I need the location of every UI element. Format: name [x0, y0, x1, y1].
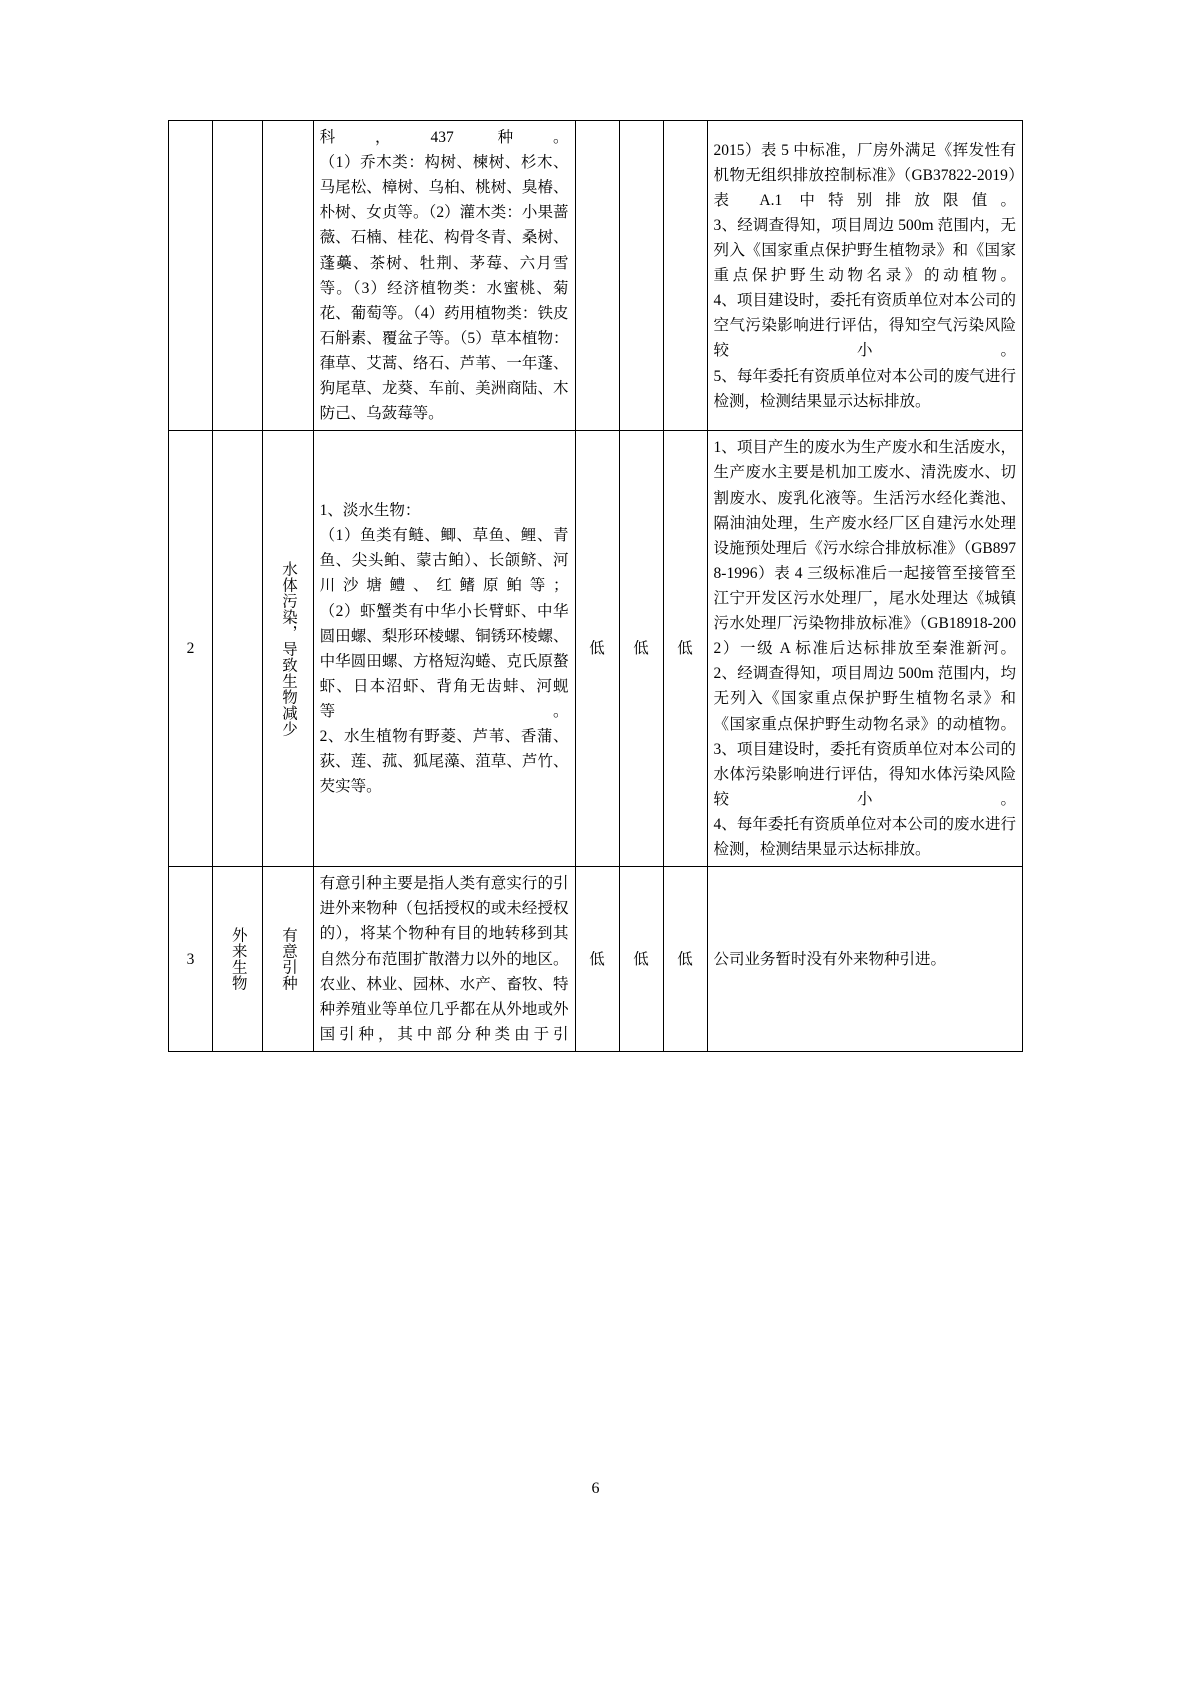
row-number-cell: 3 — [169, 867, 213, 1052]
row-category-cell — [213, 867, 263, 1052]
row-measures-cell — [707, 121, 1022, 431]
table-row — [169, 867, 1023, 1052]
row-category-cell — [213, 121, 263, 431]
description-paragraph: （2）虾蟹类有中华小长臂虾、中华圆田螺、梨形环棱螺、铜锈环棱螺、中华圆田螺、方格短沟蜷、克氏原螯虾、日本沼虾、背角无齿蚌、河蚬等。 — [319, 602, 569, 720]
measure-paragraph: 2015）表 5 中标准，厂房外满足《挥发性有机物无组织排放控制标准》（GB37822-2019）表 A.1 中特别排放限值。 — [713, 141, 1016, 209]
measure-paragraph: 5、每年委托有资质单位对本公司的废气进行检测，检测结果显示达标排放。 — [713, 367, 1016, 410]
row-number-cell: 2 — [169, 431, 213, 867]
measure-paragraph: 2、经调查得知，项目周边 500m 范围内，均无列入《国家重点保护野生植物名录》和《国家重点保护野生动物名录》的动植物。 — [713, 665, 1016, 733]
subcategory-label: 有意引种 — [280, 927, 298, 992]
risk-level-possibility-cell: 低 — [575, 431, 619, 867]
risk-level-overall-cell: 低 — [663, 867, 707, 1052]
row-subcategory-cell — [263, 431, 313, 867]
risk-level-possibility-cell — [575, 121, 619, 431]
row-description-cell — [313, 867, 575, 1052]
row-description-cell — [313, 121, 575, 431]
measure-paragraph: 1、项目产生的废水为生产废水和生活废水，生产废水主要是机加工废水、清洗废水、切割废水、废乳化液等。生活污水经化粪池、隔油油处理，生产废水经厂区自建污水处理设施预处理后《污水综合排放标准》（GB8978-1996）表 4 三级标准后一起接管至接管至江宁开发区污水处理厂，尾水处理达《城镇污水处理厂污染物排放标准》（GB18918-2002）一级 A 标准后达标排放至秦淮新河。 — [713, 439, 1016, 658]
measure-paragraph: 公司业务暂时没有外来物种引进。 — [713, 950, 947, 968]
risk-level-overall-cell — [663, 121, 707, 431]
row-measures-cell — [707, 431, 1022, 867]
row-subcategory-cell — [263, 121, 313, 431]
description-paragraph: 科，437 种。 — [319, 129, 569, 146]
risk-level-overall-cell: 低 — [663, 431, 707, 867]
description-paragraph: 1、淡水生物： — [319, 502, 421, 520]
measure-paragraph: 3、经调查得知，项目周边 500m 范围内，无列入《国家重点保护野生植物录》和《国家重点保护野生动物名录》的动植物。 — [713, 216, 1016, 285]
row-subcategory-cell — [263, 867, 313, 1052]
measure-paragraph: 3、项目建设时，委托有资质单位对本公司的水体污染影响进行评估，得知水体污染风险较小。 — [713, 740, 1016, 808]
measure-paragraph: 4、每年委托有资质单位对本公司的废水进行检测，检测结果显示达标排放。 — [713, 815, 1016, 859]
row-description-cell — [313, 431, 575, 867]
risk-assessment-table-wrapper — [168, 120, 1023, 1052]
risk-level-possibility-cell: 低 — [575, 867, 619, 1052]
description-paragraph: 有意引种主要是指人类有意实行的引进外来物种（包括授权的或未经授权的），将某个物种有目的地转移到其自然分布范围扩散潜力以外的地区。农业、林业、园林、水产、畜牧、特种养殖业等单位几乎都在从外地或外国引种，其中部分种类由于引 — [319, 875, 569, 1043]
risk-assessment-table — [168, 120, 1023, 1052]
risk-level-severity-cell: 低 — [619, 431, 663, 867]
table-row — [169, 121, 1023, 431]
subcategory-label: 水体污染，导致生物减少 — [280, 560, 298, 737]
measure-paragraph: 4、项目建设时，委托有资质单位对本公司的空气污染影响进行评估，得知空气污染风险较小。 — [713, 292, 1016, 360]
row-measures-cell — [707, 867, 1022, 1052]
description-paragraph: 2、水生植物有野菱、芦苇、香蒲、荻、莲、菰、狐尾藻、菹草、芦竹、芡实等。 — [319, 728, 569, 796]
description-paragraph: （1）乔木类：构树、楝树、杉木、马尾松、樟树、乌桕、桃树、臭椿、朴树、女贞等。（2）灌木类：小果蔷薇、石楠、桂花、构骨冬青、桑树、蓬蘽、茶树、牡荆、茅莓、六月雪等。（3）经济植物类：水蜜桃、菊花、葡萄等。（4）药用植物类：铁皮石斛素、覆盆子等。（5）草本植物：葎草、艾蒿、络石、芦苇、一年蓬、狗尾草、龙葵、车前、美洲商陆、木防己、乌蔹莓等。 — [319, 154, 569, 423]
risk-level-severity-cell — [619, 121, 663, 431]
risk-level-severity-cell: 低 — [619, 867, 663, 1052]
page-number: 6 — [591, 1480, 600, 1497]
row-category-cell — [213, 431, 263, 867]
row-number-cell — [169, 121, 213, 431]
description-paragraph: （1）鱼类有鲢、鲫、草鱼、鲤、青鱼、尖头鲌、蒙古鲌）、长颌鲚、河川沙塘鳢、红鳍原鲌等； — [319, 527, 569, 595]
table-row — [169, 431, 1023, 867]
category-label: 外来生物 — [229, 927, 247, 992]
